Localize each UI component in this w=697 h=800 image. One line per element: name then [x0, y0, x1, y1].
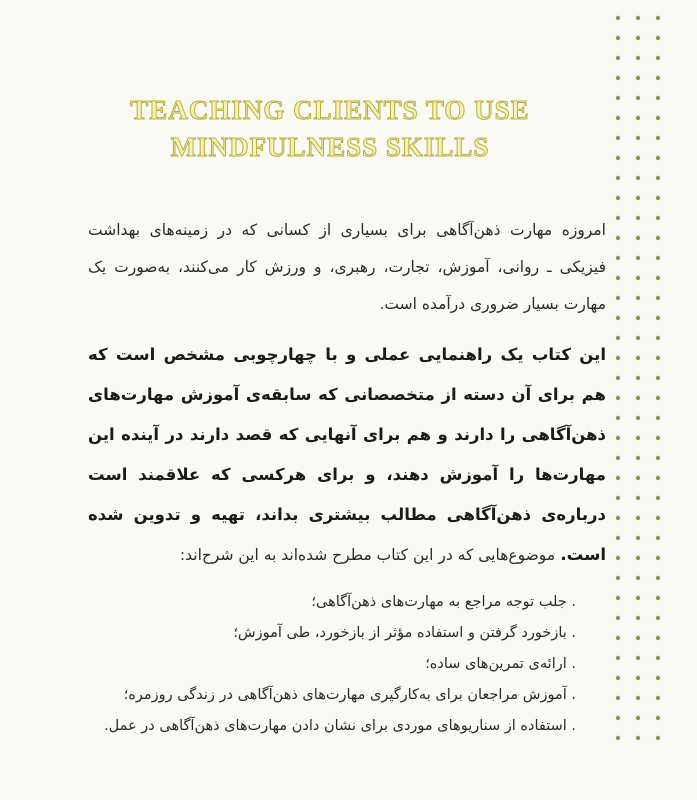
- decorative-dot: [656, 256, 660, 260]
- decorative-dot: [616, 356, 620, 360]
- decorative-dot: [656, 336, 660, 340]
- decorative-dot: [636, 236, 640, 240]
- decorative-dot: [636, 276, 640, 280]
- decorative-dot: [616, 716, 620, 720]
- decorative-dot: [656, 156, 660, 160]
- decorative-dot: [636, 536, 640, 540]
- decorative-dot: [636, 656, 640, 660]
- book-title: [90, 92, 570, 166]
- main-paragraph-bold: این کتاب یک راهنمایی عملی و با چهارچوبی مشخص است که هم برای آن دسته از متخصصانی که سابقه‌ی آموزش مهارت‌های ذهن‌آگاهی را دارند و هم برای آنهایی که قصد دارند در آینده این مهارت‌ها را آموزش دهند، و برای هرکسی که علاقمند است درباره‌ی ذهن‌آگاهی مطالب بیشتری بداند، تهیه و تدوین شده است.: [88, 345, 606, 564]
- decorative-dot: [656, 376, 660, 380]
- decorative-dot: [616, 236, 620, 240]
- decorative-dot: [656, 16, 660, 20]
- list-item: . جلب توجه مراجع به مهارت‌های ذهن‌آگاهی؛: [88, 587, 576, 618]
- decorative-dot: [636, 376, 640, 380]
- decorative-dot: [616, 16, 620, 20]
- decorative-dot: [616, 496, 620, 500]
- decorative-dot: [636, 716, 640, 720]
- decorative-dot: [636, 76, 640, 80]
- list-item: . آموزش مراجعان برای به‌کارگیری مهارت‌های ذهن‌آگاهی در زندگی روزمره؛: [88, 680, 576, 711]
- decorative-dot: [636, 616, 640, 620]
- main-paragraph: [88, 335, 606, 575]
- decorative-dot: [616, 196, 620, 200]
- decorative-dot: [616, 456, 620, 460]
- decorative-dot: [616, 436, 620, 440]
- decorative-dot: [656, 616, 660, 620]
- decorative-dot: [636, 436, 640, 440]
- decorative-dot: [616, 156, 620, 160]
- topics-list: [88, 587, 606, 742]
- decorative-dot: [656, 476, 660, 480]
- decorative-dot: [636, 196, 640, 200]
- decorative-dot: [616, 316, 620, 320]
- decorative-dot: [656, 516, 660, 520]
- decorative-dot: [636, 596, 640, 600]
- list-item: . استفاده از سناریوهای موردی برای نشان دادن مهارت‌های ذهن‌آگاهی در عمل.: [88, 711, 576, 742]
- decorative-dot: [656, 296, 660, 300]
- decorative-dot: [656, 96, 660, 100]
- decorative-dot: [616, 676, 620, 680]
- decorative-dot: [636, 356, 640, 360]
- decorative-dot: [616, 216, 620, 220]
- decorative-dot: [616, 76, 620, 80]
- decorative-dot: [616, 256, 620, 260]
- decorative-dot: [636, 96, 640, 100]
- decorative-dot: [616, 416, 620, 420]
- decorative-dot: [656, 56, 660, 60]
- decorative-dot: [636, 556, 640, 560]
- book-title-line-2: MINDFULNESS SKILLS: [170, 132, 490, 162]
- book-title-line-1: TEACHING CLIENTS TO USE: [130, 95, 530, 125]
- decorative-dot: [636, 516, 640, 520]
- list-item: . بازخورد گرفتن و استفاده مؤثر از بازخورد، طی آموزش؛: [88, 618, 576, 649]
- decorative-dot: [656, 596, 660, 600]
- decorative-dot: [656, 656, 660, 660]
- decorative-dot: [656, 536, 660, 540]
- decorative-dot: [616, 56, 620, 60]
- decorative-dot: [656, 176, 660, 180]
- decorative-dot: [636, 396, 640, 400]
- decorative-dot: [656, 636, 660, 640]
- main-paragraph-tail: موضوع‌هایی که در این کتاب مطرح شده‌اند به این شرح‌اند:: [179, 546, 556, 564]
- decorative-dot: [616, 556, 620, 560]
- decorative-dot: [636, 36, 640, 40]
- decorative-dot: [656, 456, 660, 460]
- decorative-dot: [656, 556, 660, 560]
- decorative-dot: [656, 276, 660, 280]
- decorative-dot: [636, 156, 640, 160]
- decorative-dot: [616, 116, 620, 120]
- decorative-dot: [656, 576, 660, 580]
- decorative-dot: [636, 116, 640, 120]
- decorative-dot: [636, 636, 640, 640]
- decorative-dot: [636, 216, 640, 220]
- decorative-dot: [656, 236, 660, 240]
- decorative-dot: [636, 16, 640, 20]
- decorative-dot: [616, 736, 620, 740]
- decorative-dot: [636, 736, 640, 740]
- decorative-dot: [616, 376, 620, 380]
- decorative-dot: [636, 476, 640, 480]
- decorative-dot: [656, 356, 660, 360]
- decorative-dot: [656, 496, 660, 500]
- decorative-dot: [636, 336, 640, 340]
- decorative-dot: [616, 96, 620, 100]
- decorative-dot: [656, 696, 660, 700]
- decorative-dot: [656, 676, 660, 680]
- decorative-dot: [616, 396, 620, 400]
- decorative-dot: [616, 36, 620, 40]
- decorative-dot: [636, 256, 640, 260]
- decorative-dot: [636, 136, 640, 140]
- decorative-dot: [616, 696, 620, 700]
- decorative-dot: [616, 476, 620, 480]
- dot-grid: [612, 12, 672, 757]
- decorative-dot: [656, 196, 660, 200]
- decorative-dot: [616, 536, 620, 540]
- decorative-dot: [616, 176, 620, 180]
- decorative-dot: [616, 616, 620, 620]
- decorative-dot: [616, 576, 620, 580]
- decorative-dot: [656, 116, 660, 120]
- decorative-dot: [636, 456, 640, 460]
- decorative-dot: [656, 716, 660, 720]
- decorative-dot: [656, 436, 660, 440]
- decorative-dot: [636, 176, 640, 180]
- decorative-dot: [656, 396, 660, 400]
- decorative-dot: [636, 496, 640, 500]
- decorative-dot: [656, 136, 660, 140]
- decorative-dot: [616, 276, 620, 280]
- decorative-dot: [656, 36, 660, 40]
- decorative-dot: [616, 636, 620, 640]
- decorative-dot: [656, 216, 660, 220]
- decorative-dot: [636, 56, 640, 60]
- decorative-dot: [616, 136, 620, 140]
- decorative-dot: [636, 416, 640, 420]
- decorative-dot: [656, 736, 660, 740]
- decorative-dot: [636, 576, 640, 580]
- intro-paragraph: امروزه مهارت ذهن‌آگاهی برای بسیاری از کسانی که در زمینه‌های بهداشت فیزیکی ـ روانی، آموزش، تجارت، رهبری، و ورزش کار می‌کنند، به‌صورت یک مهارت بسیار ضروری درآمده است.: [88, 221, 606, 313]
- decorative-dot: [616, 596, 620, 600]
- decorative-dot: [636, 676, 640, 680]
- decorative-dot: [656, 76, 660, 80]
- decorative-dot: [636, 696, 640, 700]
- decorative-dot: [616, 656, 620, 660]
- decorative-dot: [656, 416, 660, 420]
- decorative-dot: [616, 516, 620, 520]
- description-text: [88, 212, 606, 742]
- decorative-dot: [616, 336, 620, 340]
- decorative-dot: [656, 316, 660, 320]
- decorative-dot: [616, 296, 620, 300]
- decorative-dot: [636, 296, 640, 300]
- list-item: . ارائه‌ی تمرین‌های ساده؛: [88, 649, 576, 680]
- decorative-dot: [636, 316, 640, 320]
- dot-pattern-decoration: [612, 12, 672, 757]
